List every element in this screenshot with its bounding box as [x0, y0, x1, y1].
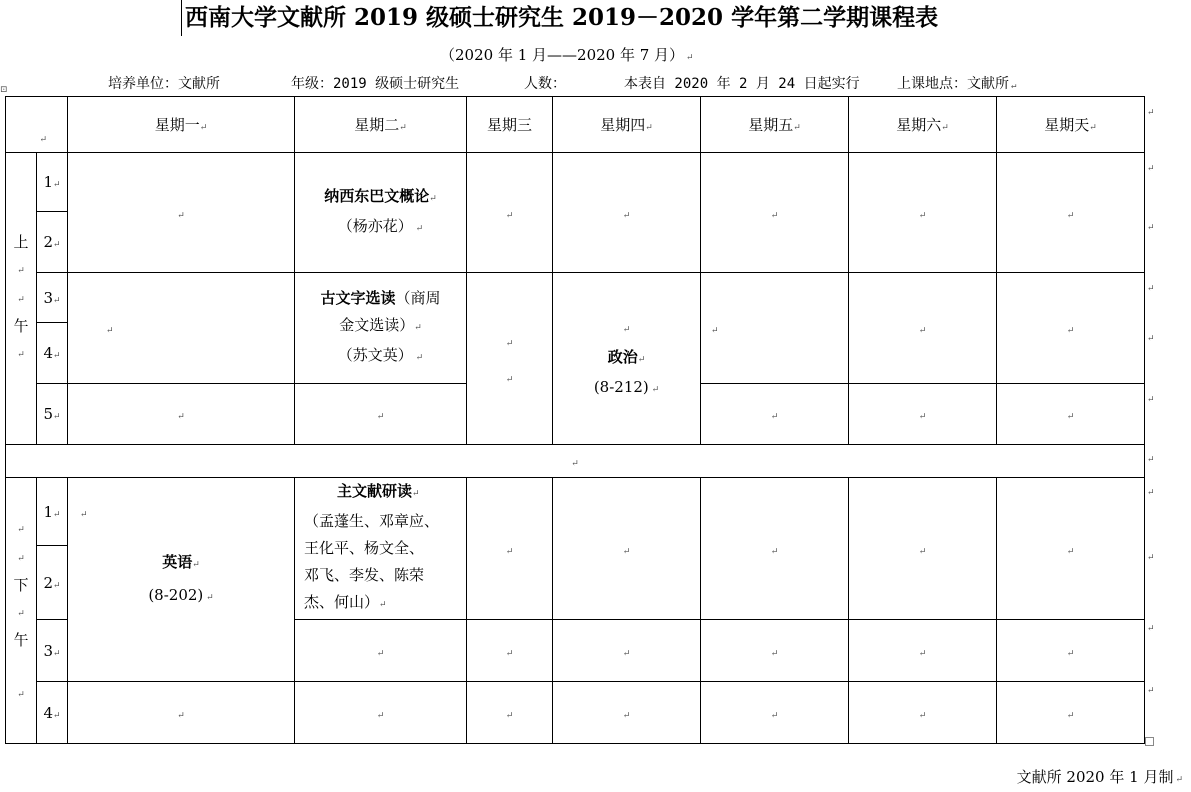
cell-empty: ↵: [467, 682, 553, 744]
course-teachers: 王化平、杨文全、: [304, 539, 425, 557]
course-zhuwenxian: 主文献研读↵ （孟蓬生、邓章应、 王化平、杨文全、 邓飞、李发、陈荣 杰、何山）↵: [295, 478, 467, 620]
morning-label: 上 ↵ ↵ 午 ↵: [13, 233, 29, 360]
period-number: 3: [43, 288, 53, 307]
day-header-mon: 星期一↵: [68, 97, 295, 153]
corner-cell: ↵: [6, 97, 68, 153]
row-end-mark-icon: ↵: [1147, 223, 1155, 233]
paragraph-mark-icon: ↵: [1011, 81, 1017, 91]
day-label: 星期六: [896, 116, 942, 134]
table-row: [6, 273, 1145, 323]
course-name: 主文献研读: [337, 482, 413, 500]
course-room: (8-212): [593, 377, 649, 396]
course-name: 纳西东巴文概论: [324, 186, 430, 205]
paragraph-mark-icon: ↵: [1175, 775, 1183, 785]
cell-empty: ↵ ↵: [467, 273, 553, 445]
cell-empty: ↵: [997, 620, 1145, 682]
cell-empty: ↵: [997, 384, 1145, 445]
cell-empty: ↵: [467, 153, 553, 273]
schedule-table: [5, 96, 1145, 744]
row-end-mark-icon: ↵: [1147, 108, 1155, 118]
table-anchor-icon: ⊡: [0, 85, 8, 95]
cell-empty: ↵: [701, 478, 849, 620]
day-label: 星期二: [354, 116, 400, 134]
day-header-wed: [467, 97, 553, 153]
morning-char: 午: [13, 317, 29, 335]
cell-empty: ↵: [997, 478, 1145, 620]
course-teachers: 杰、何山）: [304, 593, 380, 611]
day-header-sun: 星期天↵: [997, 97, 1145, 153]
cell-empty: ↵: [849, 478, 997, 620]
cell-empty: ↵: [701, 153, 849, 273]
date-range: [440, 44, 694, 65]
course-teacher: （杨亦花）: [337, 216, 413, 235]
course-teacher: （苏文英）: [337, 345, 413, 364]
period-num: 4↵: [37, 682, 68, 744]
course-name: 古文字选读: [320, 288, 396, 307]
table-row: [6, 682, 1145, 744]
row-end-mark-icon: ↵: [1147, 455, 1155, 465]
footer-text: 文献所 2020 年 1 月制: [1016, 768, 1174, 786]
day-header-fri: 星期五↵: [701, 97, 849, 153]
cell-empty: ↵: [849, 384, 997, 445]
period-number: 2: [43, 233, 53, 251]
day-label: 星期五: [748, 116, 794, 134]
cell-empty: ↵: [68, 682, 295, 744]
period-number: 1: [43, 502, 53, 521]
period-number: 3: [43, 641, 53, 660]
cell-empty: ↵: [553, 478, 701, 620]
afternoon-char: 午: [13, 630, 29, 649]
cell-empty: ↵: [295, 384, 467, 445]
day-header-thu: 星期四↵: [553, 97, 701, 153]
cell-empty: ↵: [68, 273, 295, 384]
cell-empty: ↵: [701, 682, 849, 744]
period-num: 3↵: [37, 273, 68, 323]
cell-empty: ↵: [701, 273, 849, 384]
cell-empty: ↵: [553, 153, 701, 273]
date-range-text: （2020 年 1 月——2020 年 7 月）: [440, 46, 685, 64]
row-end-mark-icon: ↵: [1147, 284, 1155, 294]
morning-char: 上: [13, 233, 29, 251]
footer-note: [1017, 766, 1183, 787]
cell-empty: ↵: [849, 682, 997, 744]
period-num: 2↵: [37, 212, 68, 273]
period-number: 5: [43, 405, 53, 423]
day-label: 星期一: [154, 116, 200, 134]
info-effective: 本表自 2020 年 2 月 24 日起实行: [624, 76, 860, 92]
course-detail: （商周: [395, 288, 441, 307]
info-location-text: 上课地点：文献所: [897, 76, 1009, 92]
course-room: (8-202): [148, 585, 204, 604]
table-row: [6, 153, 1145, 212]
day-label: 星期三: [487, 116, 533, 134]
day-header-tue: 星期二↵: [295, 97, 467, 153]
cell-empty: ↵: [997, 682, 1145, 744]
row-end-mark-icon: ↵: [1147, 395, 1155, 405]
cell-empty: ↵: [997, 153, 1145, 273]
cell-empty: ↵: [701, 384, 849, 445]
cell-empty: ↵: [467, 478, 553, 620]
info-location: [897, 74, 1016, 94]
course-teachers: （孟蓬生、邓章应、: [304, 512, 440, 530]
cell-empty: ↵: [997, 273, 1145, 384]
course-name: 政治: [607, 347, 638, 366]
period-number: 4: [43, 344, 53, 362]
cell-empty: ↵: [295, 620, 467, 682]
period-num: 1↵: [37, 478, 68, 546]
row-end-mark-icon: ↵: [1147, 624, 1155, 634]
cell-empty: ↵: [467, 620, 553, 682]
info-count: 人数：: [524, 76, 566, 92]
row-end-mark-icon: ↵: [1147, 334, 1155, 344]
period-number: 2: [43, 573, 53, 592]
period-number: 4: [43, 703, 53, 722]
course-teachers: 邓飞、李发、陈荣: [304, 566, 425, 584]
course-zhengzhi: ↵ 政治↵ (8-212) ↵: [553, 273, 701, 445]
cell-empty: ↵: [849, 153, 997, 273]
table-row: [6, 478, 1145, 546]
page-title: 西南大学文献所 2019 级硕士研究生 2019－2020 学年第二学期课程表: [181, 0, 938, 36]
cell-empty: ↵: [553, 620, 701, 682]
table-end-handle-icon: [1145, 737, 1154, 746]
course-yingyu: ↵ 英语↵ (8-202) ↵: [68, 478, 295, 682]
cell-empty: ↵: [553, 682, 701, 744]
day-label: 星期天: [1044, 116, 1090, 134]
period-num: 4↵: [37, 323, 68, 384]
cell-empty: ↵: [68, 384, 295, 445]
afternoon-char: 下: [13, 575, 29, 594]
course-naxi: 纳西东巴文概论↵ （杨亦花） ↵: [295, 153, 467, 273]
info-grade: 年级：2019 级硕士研究生: [291, 76, 460, 92]
row-end-mark-icon: ↵: [1147, 553, 1155, 563]
afternoon-label: ↵ ↵ 下 ↵ 午 ↵: [13, 524, 29, 700]
period-num: 1↵: [37, 153, 68, 212]
paragraph-mark-icon: ↵: [686, 53, 694, 63]
cell-empty: ↵: [849, 273, 997, 384]
afternoon-label-cell: [6, 478, 37, 744]
divider-row: [6, 445, 1145, 478]
period-num: 2↵: [37, 546, 68, 620]
period-num: 5↵: [37, 384, 68, 445]
morning-label-cell: [6, 153, 37, 445]
day-label: 星期四: [600, 116, 646, 134]
day-header-sat: 星期六↵: [849, 97, 997, 153]
cell-empty: ↵: [701, 620, 849, 682]
course-guwenzi: 古文字选读（商周 金文选读）↵ （苏文英） ↵: [295, 273, 467, 384]
row-end-mark-icon: ↵: [1147, 164, 1155, 174]
course-name: 英语: [162, 552, 193, 571]
cell-empty: ↵: [68, 153, 295, 273]
row-end-mark-icon: ↵: [1147, 686, 1155, 696]
period-number: 1: [43, 173, 53, 191]
info-unit: 培养单位：文献所: [108, 76, 220, 92]
period-num: 3↵: [37, 620, 68, 682]
cell-empty: ↵: [849, 620, 997, 682]
header-row: [6, 97, 1145, 153]
cell-empty: ↵: [295, 682, 467, 744]
divider-cell: ↵: [6, 445, 1145, 478]
course-detail: 金文选读）: [339, 315, 415, 334]
row-end-mark-icon: ↵: [1147, 488, 1155, 498]
